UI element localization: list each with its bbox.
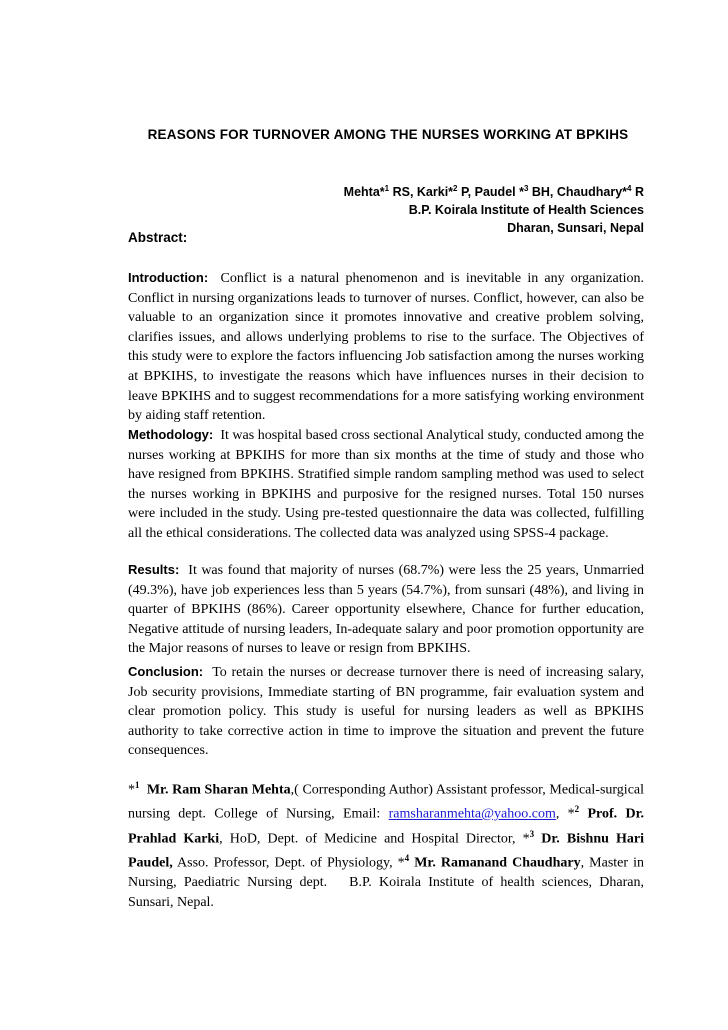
author-affiliations: *$^1$ Mr. Ram Sharan Mehta,( Corresponding Author) Assistant professor, Medical-surgical nursing dept. College of Nursing, Email: ramsharanmehta@yahoo.com, *$^2$ Prof. Dr. Prahlad Karki, HoD, Dept. of Medicine and Hospital Director, *$^3$ Dr. Bishnu Hari Paudel, Asso. Professor, Dept. of Physiology, *$^4$ Mr. Ramanand Chaudhary, Master in Nursing, Paediatric Nursing dept. B.P. Koirala Institute of health sciences, Dharan, Sunsari, Nepal. bbox=[128, 780, 645, 910]
abstract-heading: Abstract: bbox=[128, 230, 188, 245]
author-name-1: Mr. Ram Sharan Mehta bbox=[146, 782, 291, 798]
methodology-section bbox=[128, 425, 644, 544]
results-text: It was found that majority of nurses (68.7%) were less the 25 years, Unmarried (49.3%), have job experiences less than 5 years (54.7%), from sunsari (48%), and living in quarter of BPKIHS (86%). Career opportunity elsewhere, Chance for further education, Negative attitude of nursing leaders, In-adequate salary and poor promotion opportunity are the Major reasons of nurses to leave or resign from BPKIHS. bbox=[128, 563, 644, 657]
author-name-3: Dr. Bishnu Hari Paudel, bbox=[128, 831, 644, 871]
introduction-text: Conflict is a natural phenomenon and is inevitable in any organization. Conflict in nursing organizations leads to turnover of nurses. Conflict, however, can also be valuable to an organization since it promotes innovative and creative problem solving, clarifies issues, and allows underlying problems to rise to the surface. The Objectives of this study were to explore the factors influencing Job satisfaction among the nurses working at BPKIHS, to investigate the reasons which have influences nurses in their decision to leave BPKIHS and to suggest recommendations for a more satisfying working environment by aiding staff retention. bbox=[128, 271, 644, 424]
author-block bbox=[344, 180, 644, 237]
introduction-section bbox=[128, 268, 644, 426]
methodology-label: Methodology: bbox=[128, 427, 214, 442]
conclusion-label: Conclusion: bbox=[128, 664, 204, 679]
conclusion-text: To retain the nurses or decrease turnover there is need of increasing salary, Job security provisions, Immediate starting of BN programme, fair evaluation system and clear promotion policy. This study is useful for nursing leaders as well as BPKIHS authority to take corrective action in time to improve the situation and prevent the future consequences. bbox=[128, 665, 645, 759]
conclusion-section bbox=[128, 662, 644, 761]
institution-location: Dharan, Sunsari, Nepal bbox=[507, 221, 644, 236]
results-label: Results: bbox=[128, 562, 180, 577]
introduction-label: Introduction: bbox=[128, 270, 209, 285]
author-name-4: Mr. Ramanand Chaudhary bbox=[409, 855, 581, 871]
results-section bbox=[128, 560, 644, 659]
paper-title: REASONS FOR TURNOVER AMONG THE NURSES WORKING AT BPKIHS bbox=[147, 127, 629, 142]
author-name-2: Prof. Dr. Prahlad Karki bbox=[128, 806, 645, 847]
author-list: Mehta*$^1$ RS, Karki*$^2$ P, Paudel *$^3$ BH, Chaudhary*$^4$ R bbox=[343, 184, 644, 200]
institution-name: B.P. Koirala Institute of Health Sciences bbox=[408, 203, 644, 218]
methodology-text: It was hospital based cross sectional Analytical study, conducted among the nurses working at BPKIHS for more than six months at the time of study and those who have resigned from BPKIHS. Stratified simple random sampling method was used to select the nurses working in BPKIHS and purposive for the resigned nurses. Total 150 nurses were included in the study. Using pre-tested questionnaire the data was collected, fulfilling all the ethical considerations. The collected data was analyzed using SPSS-4 package. bbox=[128, 428, 644, 541]
corresponding-email-link[interactable]: ramsharanmehta@yahoo.com bbox=[388, 806, 556, 822]
